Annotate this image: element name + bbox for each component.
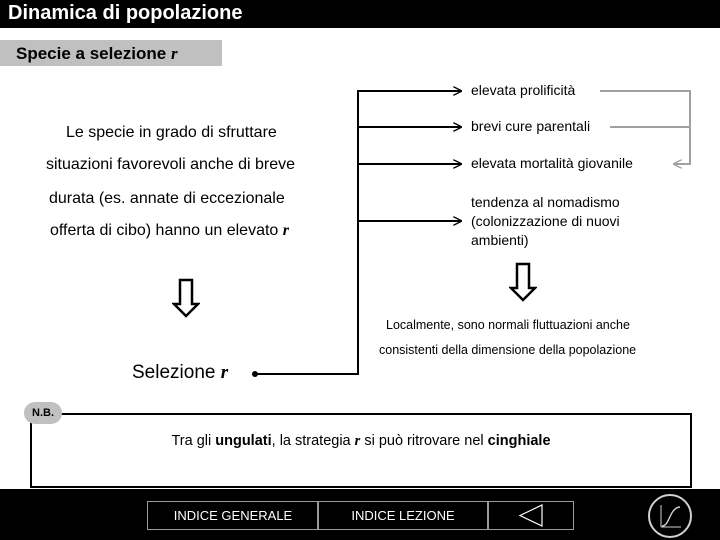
fluctuation-note-line-1: Localmente, sono normali fluttuazioni anche [386, 318, 630, 332]
down-arrow-left-icon [172, 278, 200, 318]
note-box [30, 413, 692, 488]
left-text-line-4-text: offerta di cibo) hanno un elevato [50, 222, 279, 239]
left-text-line-3: durata (es. annate di eccezionale [49, 190, 285, 207]
indice-lezione-button[interactable]: INDICE LEZIONE [317, 501, 489, 530]
note-text-pre: Tra gli [171, 433, 216, 449]
page-title: Dinamica di popolazione [8, 2, 243, 24]
indice-generale-button[interactable]: INDICE GENERALE [147, 501, 319, 530]
nb-badge: N.B. [24, 402, 62, 424]
trait-juvenile-mortality: elevata mortalità giovanile [471, 155, 633, 171]
back-triangle-icon [488, 502, 573, 529]
logistic-curve-logo-icon [648, 494, 692, 538]
selection-label-r: r [220, 362, 229, 383]
selection-label [132, 362, 228, 384]
note-box-text [32, 433, 690, 450]
note-text-cinghiale: cinghiale [487, 433, 551, 449]
left-text-r: r [282, 222, 289, 239]
trait-nomadism: tendenza al nomadismo (colonizzazione di nuovi ambienti) [471, 194, 620, 248]
logo-curve [650, 496, 690, 536]
down-arrow-right-icon [509, 262, 537, 302]
back-button[interactable] [487, 501, 574, 530]
trait-parental-care: brevi cure parentali [471, 118, 591, 134]
left-text-line-1: Le specie in grado di sfruttare [66, 124, 277, 141]
trait-prolificity: elevata prolificità [471, 82, 576, 98]
note-text-mid: , la strategia [271, 433, 355, 449]
note-text-ungulati: ungulati [215, 433, 272, 449]
fluctuation-note-line-2: consistenti della dimensione della popolazione [379, 343, 637, 357]
selection-label-text: Selezione [132, 362, 216, 383]
subtitle-text: Specie a selezione [16, 44, 167, 63]
left-text-line-4 [50, 222, 289, 240]
subtitle-r: r [170, 44, 178, 63]
title-bar [0, 0, 720, 28]
subtitle-bar [0, 40, 222, 66]
left-text-line-2: situazioni favorevoli anche di breve [46, 156, 296, 173]
note-text-r: r [354, 433, 361, 449]
footer-nav [0, 489, 720, 540]
subtitle [16, 44, 178, 64]
note-text-post: si può ritrovare nel [360, 433, 488, 449]
